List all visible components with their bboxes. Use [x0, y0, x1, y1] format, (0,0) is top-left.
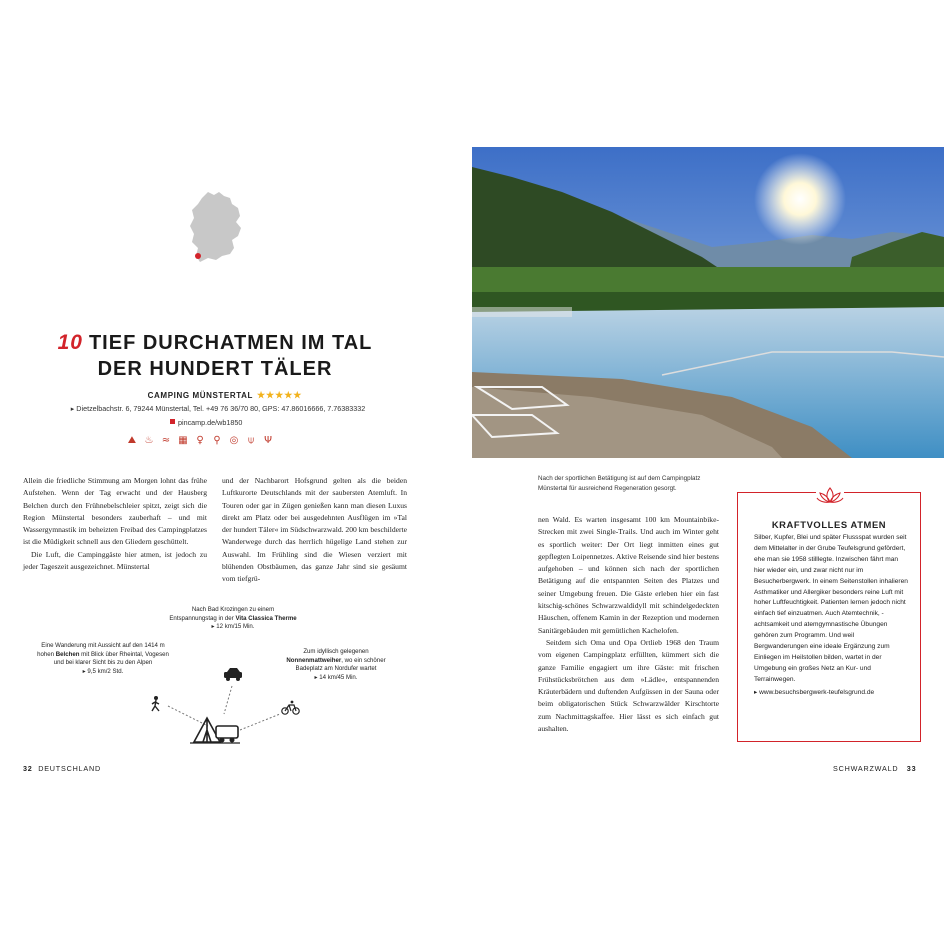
text-column-2	[222, 475, 407, 586]
excursion-left-distance: ▸ 9,5 km/2 Std.	[82, 667, 124, 675]
title-line-1: TIEF DURCHATMEN IM TAL	[88, 332, 373, 354]
pool-icon: ▦	[178, 435, 188, 446]
hiker-icon	[152, 696, 159, 711]
germany-map	[186, 190, 246, 266]
fishing-icon: ≈	[161, 435, 171, 446]
shop-icon: ◎	[229, 435, 239, 446]
tent-camper-icon	[190, 718, 240, 743]
section-label-left: DEUTSCHLAND	[38, 764, 101, 773]
article-number: 10	[57, 331, 83, 354]
excursion-left-line-2a: hohen	[37, 650, 56, 658]
bike-icon: ⚲	[213, 435, 221, 446]
excursion-top-distance: ▸ 12 km/15 Min.	[211, 623, 255, 631]
page-number-left: 32	[23, 764, 33, 773]
excursion-left-line-1: Eine Wanderung mit Aussicht auf den 1414 m	[41, 642, 165, 649]
connector-left	[168, 706, 208, 726]
photo-caption: Nach der sportlichen Betätigung ist auf dem Campingplatz Münstertal für ausreichend Regeneration gesorgt.	[538, 475, 701, 492]
title-line-2: DER HUNDERT TÄLER	[97, 358, 333, 380]
connector-top	[224, 686, 232, 714]
link-marker-icon	[170, 419, 175, 424]
footer-left	[23, 764, 101, 773]
info-box-title: KRAFTVOLLES ATMEN	[771, 519, 887, 530]
wellness-icon: ♀	[196, 435, 204, 446]
excursion-left-line-3: und bei klarer Sicht bis zu den Alpen	[53, 659, 153, 667]
excursion-left-line-2b: mit Blick über Rheintal, Vogesen	[79, 650, 169, 658]
excursion-top	[158, 606, 308, 632]
paragraph: Die Luft, die Campinggäste hier atmen, ist jedoch zu jeder Tageszeit ausgezeichnet. Münstertal	[23, 549, 207, 572]
website-text: pincamp.de/wb1850	[178, 418, 243, 427]
excursion-right-name: Nonnenmattweiher	[286, 656, 342, 664]
address-line: ▸ Dietzelbachstr. 6, 79244 Münstertal, Tel. +49 76 36/70 80, GPS: 47.86016666, 7.76383332	[70, 404, 366, 413]
star-rating: ★★★★★	[256, 390, 303, 400]
paragraph: Allein die friedliche Stimmung am Morgen lohnt das frühe Aufstehen. Wenn der Tag erwacht und der Hausberg Belchen durch den Frühnebelschleier spitzt, zeigt sich die Region Münstertal besonders zauberhaft – und mit Wassergymnastik im beheizten Freibad des Campingplatzes ist die Müdigkeit schnell aus den Gliedern geschüttelt.	[23, 476, 207, 547]
paragraph: und der Nachbarort Hofsgrund gelten als die beiden Luftkurorte Deutschlands mit der saubersten Atemluft. In Touren oder gar in Zügen genießen kann man diesen Luxus direkt am Platz oder bei ausgedehnten Ausflügen im »Tal der hundert Täler« im Südschwarzwald. 200 km beschilderte Wanderwege durch das herrlich hügelige Land stehen zur Auswahl. Im Frühling sind die Wiesen verziert mit blühenden Obstbäumen, das ganze Jahr sind sie gesäumt vom tiefgrü-	[222, 476, 408, 584]
car-icon	[224, 668, 242, 681]
camping-name-text: CAMPING MÜNSTERTAL	[147, 391, 253, 400]
pool-photo	[472, 147, 944, 458]
article-title	[50, 330, 380, 382]
bike-icon	[282, 701, 299, 715]
excursion-right-line-3: Badeplatz am Nordufer wartet	[295, 665, 377, 673]
website-link[interactable]	[170, 418, 242, 427]
section-label-right: SCHWARZWALD	[833, 764, 899, 773]
info-box-website[interactable]: ▸ www.besuchsbergwerk-teufelsgrund.de	[754, 688, 875, 696]
restaurant-2-icon: Ψ	[264, 435, 272, 446]
lotus-icon	[816, 485, 844, 507]
footer-right	[833, 764, 916, 773]
excursion-top-line-2: Entspannungstag in der	[169, 614, 236, 622]
playground-icon: ♨	[144, 435, 154, 446]
hiking-icon: ⛰	[127, 435, 137, 446]
paragraph: nen Wald. Es warten insgesamt 100 km Mountainbike-Strecken mit zwei Single-Trails. Und auch im Winter geht es sportlich weiter: Der Ort liegt inmitten eines gut gepflegten Loipennetzes. Aktive Reisende sind hier bestens aufgehoben – und können sich nach der sportlichen Betätigung auf die entspannten Seiten des Platzes und seiner Umgebung freuen. Die Gäste erleben hier ein fast kitschig-schönes Schwarzwaldidyll mit schindelgedeckten Häuschen, offenem Kamin in der Rezeption und modernen Sanitärgebäuden mit gemütlichen Kachelofen.	[538, 515, 719, 635]
camping-name	[100, 390, 350, 401]
excursion-right-distance: ▸ 14 km/45 Min.	[314, 673, 358, 681]
info-box-text: Silber, Kupfer, Blei und später Flussspat wurden seit dem Mittelalter in der Grube Teufelsgrund gefördert, ehe man sie 1958 stilllegte. Inzwischen fährt man hier wieder ein, und zwar nicht nur im Besucherbergwerk. In einem Seitenstollen inhalieren Asthmatiker und Allergiker besonders reine Luft mit hoher Luftfeuchtigkeit. Patienten lernen jedoch nicht einfach tief einzuatmen. Auch Atemtechnik, -achtsamkeit und atemgymnastische Übungen gehören zum Programm. Und weil Bergwanderungen eine ideale Ergänzung zum Einliegen im Heilstollen bilden, wartet in der Umgebung ein großes Netz an Kur- und Terrainwegen.	[754, 534, 908, 683]
location-dot	[195, 253, 201, 259]
excursion-right-line-2: , wo ein schöner	[341, 656, 386, 664]
text-column-1	[23, 475, 207, 573]
paragraph: Seitdem sich Oma und Opa Ortlieb 1968 den Traum vom eigenen Campingplatz erfüllten, kümmert sich die ganze Familie engagiert um ihre Gäste: mit frischen Frühstücksbrötchen aus dem »Lädle«, entspannenden Kräuterbädern und duftenden Aufgüssen in der Sauna oder beim obligatorischen Stück Schwarzwälder Kirschtorte zum Nachmittagskaffee. Hier lässt es sich einfach gut aushalten.	[538, 637, 719, 734]
connector-right	[240, 714, 280, 730]
excursion-top-name: Vita Classica Therme	[235, 614, 297, 622]
excursion-right-line-1: Zum idyllisch gelegenen	[303, 648, 369, 655]
excursion-left-name: Belchen	[55, 650, 80, 658]
restaurant-icon: ⍦	[248, 435, 254, 446]
text-column-3	[538, 514, 719, 735]
page-number-right: 33	[906, 764, 917, 773]
excursion-diagram	[140, 660, 310, 750]
info-box	[737, 492, 921, 742]
amenity-icons	[126, 435, 274, 447]
excursion-top-line-1: Nach Bad Krozingen zu einem	[191, 606, 275, 613]
